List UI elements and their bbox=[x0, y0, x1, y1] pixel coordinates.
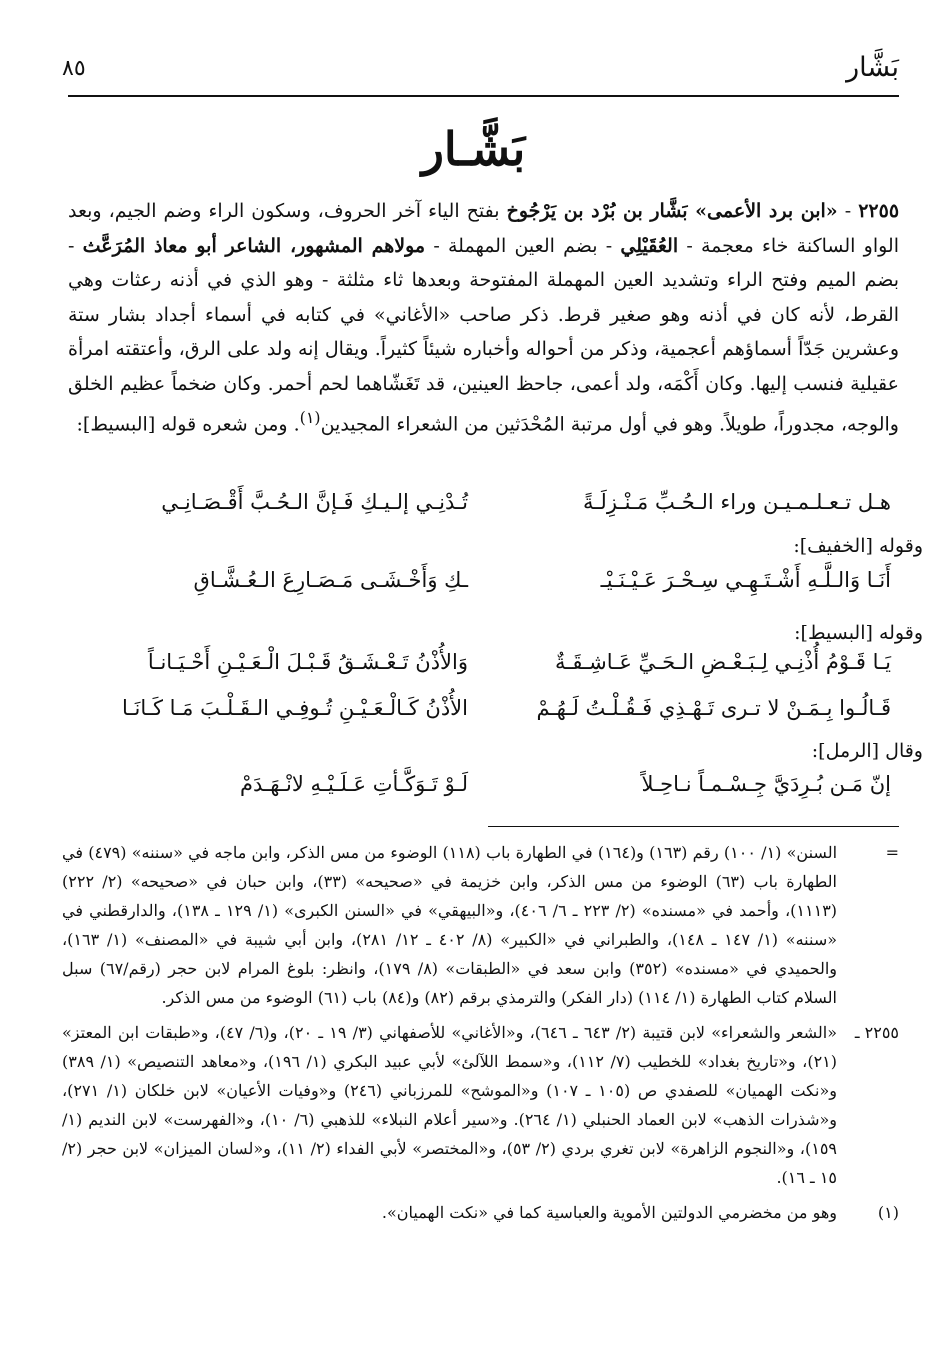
footnote-text: «الشعر والشعراء» لابن قتيبة (٢/ ٦٤٣ ـ ٦٤٦)، و«الأغاني» للأصفهاني (٣/ ١٩ ـ ٢٠)، و(٦/ ٤٧)، و«طبقات ابن المعتز» (٢١)، و«تاريخ بغداد» للخطيب (٧/ ١١٢)، و«سمط اللآلئ» لأبي عبيد البكري (١/ ١٩٦)، و«معاهد التنصيص» (١/ ٣٨٩) و«نكت الهميان» للصفدي ص (١٠٥ ـ ١٠٧) و«الموشح» للمرزباني (٢٤٦) و«وفيات الأعيان» لابن خلكان (١/ ٢٧١)، و«شذرات الذهب» لابن العماد الحنبلي (١/ ٢٦٤). و«سير أعلام النبلاء» للذهبي (٦/ ١٠)، و«الفهرست» لابن النديم (١/ ١٥٩)، و«النجوم الزاهرة» لابن تغري بردي (٢/ ٥٣)، و«المختصر» لأبي الفداء (٢/ ١١)، و«لسان الميزان» لابن حجر (٢/ ١٥ ـ ١٦). bbox=[62, 1023, 838, 1187]
entry-text-3: - بضم الميم وفتح الراء وتشديد العين المهملة المفتوحة وبعدها ثاء مثلثة - وهو الذي في أذنه رعثات وهي القرط، لأنه كان في أذنه وهو صغير قرط. ذكر صاحب «الأغاني» في كتابه في أسماء أجداد بشار ستة وعشرين جَدّاً أسماؤهم أعجمية، وذكر من أحواله وأخباره شيئاً كثيراً. ويقال إنه ولد على الرق، وأعتقته امرأة عقيلية فنسب إليها. وكان أَكْمَه، ولد أعمى، جاحظ العينين، قد تَغَشّاهما لحم أحمر. وكان ضخماً عظيم الخلق والوجه، مجدوراً، طويلاً. وهو في أول مرتبة المُحْدَثين من الشعراء المجيدين bbox=[68, 234, 899, 436]
verse-hemistich-left: الأُذْنُ كَـالْـعَـيْـنِ تُـوفِـي الـقَـلْـبَ مَـا كَـانَـا bbox=[122, 696, 468, 720]
footnote-text: السنن» (١/ ١٠٠) رقم (١٦٣) و(١٦٤) في الطهارة باب (١١٨) الوضوء من مس الذكر، وابن ماجه في «سننه» (٤٧٩) في الطهارة باب (٦٣) الوضوء من مس الذكر، وابن خزيمة في «صحيحه» (٣٣)، وابن حبان في «صحيحه» (٢/ ٢٢٢) (١١١٣)، وأحمد في «مسنده» (٢/ ٢٢٣ ـ ٦/ ٤٠٦)، و«البيهقي» في «السنن الكبرى» (١/ ١٢٩ ـ ١٣٨)، والدارقطني في «سننه» (١/ ١٤٧ ـ ١٤٨)، والطبراني في «الكبير» (٨/ ٤٠٢ ـ ١٢/ ٢٨١)، وابن أبي شيبة في «المصنف» (١/ ١٦٣)، والحميدي في «مسنده» (٣٥٢) وابن سعد في «الطبقات» (٨/ ١٧٩)، وانظر: بلوغ المرام لابن حجر (رقم/٦٧) سبل السلام كتاب الطهارة (١/ ١١٤) (دار الفكر) والترمذي برقم (٨٢) و(٨٤) باب (٦١) الوضوء من مس الذكر. bbox=[62, 843, 838, 1007]
entry-text-1: بفتح الياء آخر الحروف، وسكون الراء وضم الجيم، وبعد الواو الساكنة خاء معجمة - bbox=[68, 200, 899, 257]
verse-line bbox=[68, 772, 899, 812]
footnote-1 bbox=[62, 1198, 899, 1227]
entry-title: بَشَّـار bbox=[421, 122, 526, 176]
verse-hemistich-right: يَـا قَـوْمُ أُذْنِـي لِـبَـعْـضِ الـحَـيِّ عَـاشِـقَـةٌ bbox=[554, 650, 891, 674]
verse-hemistich-left: تُـدْنِـي إلـيـكِ فَـإنَّ الـحُـبَّ أَقْـصَـانِـي bbox=[161, 490, 468, 514]
entry-nisba: العُقَيْلِي bbox=[620, 234, 679, 257]
poem-1 bbox=[68, 490, 899, 534]
entry-text-4: . ومن شعره قوله [البسيط]: bbox=[76, 413, 300, 436]
running-title: بَشَّار bbox=[846, 52, 899, 83]
entry-number: ٢٢٥٥ bbox=[858, 200, 900, 222]
header-divider bbox=[68, 95, 899, 97]
verse-hemistich-right: قَـالُـوا بِـمَـنْ لا تـرى تَـهْـذِي فَـقُـلْـتُ لَـهُـمْ bbox=[536, 696, 891, 720]
poem-intro-3: وقوله [البسيط]: bbox=[794, 622, 923, 644]
entry-paragraph bbox=[68, 194, 899, 442]
verse-line bbox=[68, 650, 899, 690]
poem-intro-2: وقوله [الخفيف]: bbox=[793, 535, 923, 557]
poem-intro-4: وقال [الرمل]: bbox=[811, 740, 923, 762]
footnote-mark: ٢٢٥٥ ـ bbox=[854, 1023, 899, 1042]
footnote-divider bbox=[488, 826, 899, 827]
entry-text-2: - بضم العين المهملة - bbox=[433, 234, 613, 257]
verse-hemistich-right: إنّ مَـن بُـرِدَيَّ جِـسْـمـاً نـاحِـلاً bbox=[641, 772, 891, 796]
entry-mawla: مولاهم المشهور، الشاعر أبو معاذ المُرَعَّث bbox=[82, 234, 426, 257]
verse-line bbox=[68, 568, 899, 608]
footnote-continuation bbox=[62, 838, 899, 1012]
footnotes bbox=[62, 838, 899, 1233]
page-number: ٨٥ bbox=[62, 56, 86, 81]
entry-body bbox=[68, 194, 899, 442]
verse-line bbox=[68, 696, 899, 736]
verse-hemistich-left: ـكِ وَأَخْـشَـى مَـصَـارِعَ الـعُـشَّـاقِ bbox=[193, 568, 468, 592]
footnote-text: وهو من مخضرمي الدولتين الأموية والعباسية كما في «نكت الهميان». bbox=[381, 1203, 837, 1222]
verse-hemistich-right: هـل تـعـلـمـيـن وراء الـحُـبِّ مَـنْـزِلَـةً bbox=[583, 490, 891, 514]
verse-hemistich-left: وَالأُذْنُ تَـعْـشَـقُ قَـبْـلَ الْـعَـيْـنِ أَحْـيَـانـاً bbox=[147, 650, 468, 674]
poem-2 bbox=[68, 568, 899, 612]
entry-dash: - bbox=[837, 200, 852, 222]
footnote-mark: (١) bbox=[877, 1203, 899, 1222]
verse-line bbox=[68, 490, 899, 530]
footnote-sources bbox=[62, 1018, 899, 1192]
verse-hemistich-right: أَنَـا وَالـلَّـهِ أَشْـتَـهِـي سِـحْـرَ عَـيْـنَـيْـ bbox=[600, 568, 891, 592]
verse-hemistich-left: لَـوْ تَـوَكَّـأتِ عَـلَـيْـهِ لانْـهَـدَمْ bbox=[240, 772, 468, 796]
poem-4 bbox=[68, 772, 899, 816]
footnote-ref: (١) bbox=[299, 408, 321, 427]
entry-heading: «ابن برد الأعمى» بَشَّار بن بُرْد بن يَرْجُوخ bbox=[506, 200, 838, 222]
poem-3 bbox=[68, 650, 899, 746]
footnote-mark: = bbox=[885, 843, 899, 862]
